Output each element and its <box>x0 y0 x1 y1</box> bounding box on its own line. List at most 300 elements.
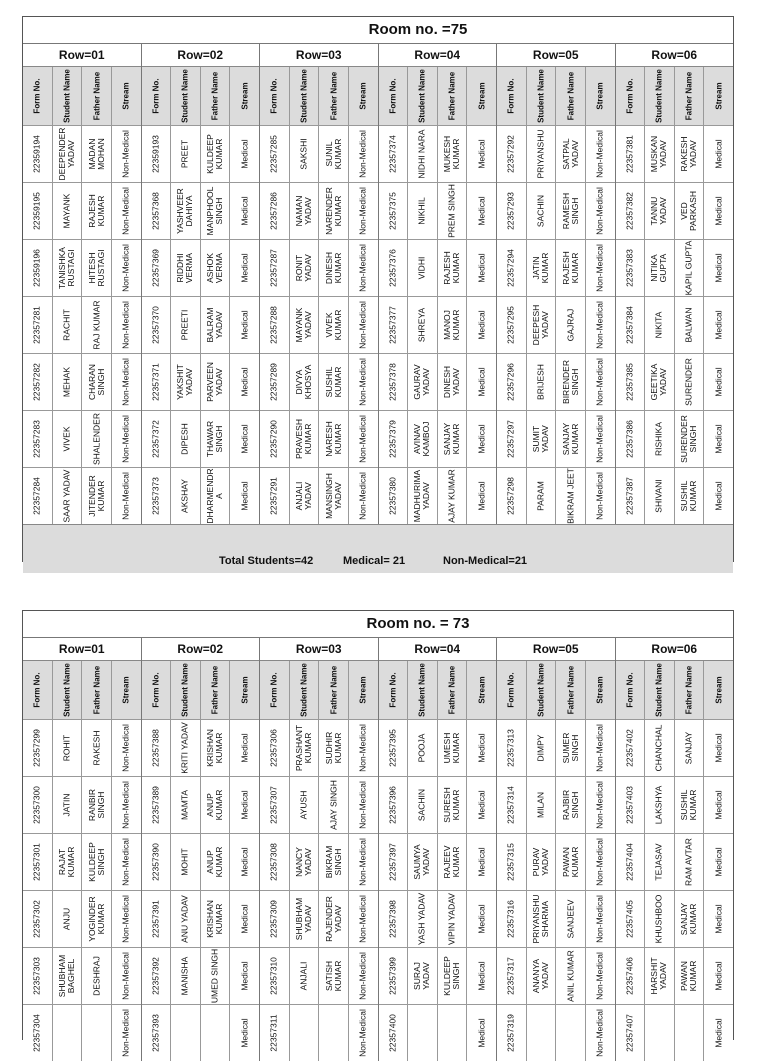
cell-text: THAWAR SINGH <box>205 420 225 458</box>
cell-text: BRIJESH <box>535 364 546 400</box>
cell-text: 22357315 <box>505 843 516 881</box>
cell-text: TANISHKA RUSTAGI <box>56 247 76 289</box>
cell-text: Medical <box>713 367 724 397</box>
table-cell <box>586 354 615 411</box>
column-header <box>171 67 200 126</box>
column-header-text: Student Name <box>180 69 190 123</box>
table-cell <box>497 777 526 834</box>
cell-text: JATIN <box>61 793 72 817</box>
table-cell <box>82 468 111 524</box>
table-cell <box>319 183 348 240</box>
cell-text: ANUP KUMAR <box>205 846 225 878</box>
table-cell <box>260 297 289 354</box>
cell-text: PRIYANSHU SHARMA <box>530 894 550 944</box>
cell-text: Medical <box>713 481 724 511</box>
cell-text: Non-Medical <box>357 1009 368 1057</box>
cell-text: SACHIN <box>416 788 427 822</box>
table-cell <box>171 126 200 183</box>
table-cell <box>290 834 319 891</box>
cell-text: 22357286 <box>268 192 279 230</box>
row-block <box>23 638 142 1061</box>
cell-text: Medical <box>476 139 487 169</box>
row-block-label: Row=03 <box>260 638 378 661</box>
table-cell <box>171 891 200 948</box>
table-cell <box>408 183 437 240</box>
table-cell <box>23 720 52 777</box>
cell-text: GAJRAJ <box>565 308 576 342</box>
cell-text: ANIL KUMAR <box>565 950 576 1002</box>
cell-text: 22357282 <box>31 363 42 401</box>
table-cell <box>142 354 171 411</box>
table-cell <box>675 126 704 183</box>
cell-text: 22357373 <box>150 477 161 515</box>
table-cell <box>438 240 467 297</box>
column-header-text: Stream <box>121 82 131 110</box>
cell-text: 22357293 <box>505 192 516 230</box>
table-cell <box>586 948 615 1005</box>
table-cell <box>260 411 289 468</box>
cell-text: MANSINGH YADAV <box>323 473 343 519</box>
column <box>82 67 112 524</box>
table-cell <box>645 183 674 240</box>
column-header-text: Student Name <box>417 69 427 123</box>
table-cell <box>645 777 674 834</box>
column <box>408 661 438 1061</box>
table-cell <box>645 468 674 524</box>
row-block-label: Row=01 <box>23 638 141 661</box>
cell-text: JATIN KUMAR <box>530 252 550 284</box>
cell-text: 22357369 <box>150 249 161 287</box>
cell-text: RAJ KUMAR <box>91 300 102 350</box>
cell-text: Non-Medical <box>594 187 605 235</box>
table-cell <box>23 468 52 524</box>
column-header <box>497 661 526 720</box>
table-cell <box>171 720 200 777</box>
column <box>379 67 409 524</box>
cell-text: Medical <box>713 961 724 991</box>
table-cell <box>408 948 437 1005</box>
table-cell <box>556 183 585 240</box>
table-cell <box>675 891 704 948</box>
table-cell <box>260 240 289 297</box>
table-cell <box>290 183 319 240</box>
cell-text: Non-Medical <box>120 781 131 829</box>
table-cell <box>556 948 585 1005</box>
table-cell <box>379 411 408 468</box>
cell-text: MAMTA <box>179 789 190 821</box>
table-cell <box>201 468 230 524</box>
table-cell <box>586 183 615 240</box>
table-cell <box>349 834 378 891</box>
table-cell <box>319 948 348 1005</box>
table-cell <box>171 777 200 834</box>
table-cell <box>438 126 467 183</box>
table-cell <box>171 240 200 297</box>
table-cell <box>290 468 319 524</box>
cell-text: Medical <box>476 424 487 454</box>
column-header-text: Father Name <box>447 665 457 715</box>
cell-text: KAPIL GUPTA <box>683 240 694 296</box>
table-cell <box>527 468 556 524</box>
cell-text: RAKESH <box>91 730 102 766</box>
cell-text: Non-Medical <box>120 301 131 349</box>
cell-text: 22357406 <box>624 957 635 995</box>
cell-text: Medical <box>476 904 487 934</box>
cell-text: 22357317 <box>505 957 516 995</box>
cell-text: PREETI <box>179 309 190 341</box>
cell-text: YOGINDER KUMAR <box>86 896 106 942</box>
table-cell <box>201 777 230 834</box>
table-cell <box>467 240 496 297</box>
row-block-label: Row=02 <box>142 638 260 661</box>
cell-text: SURENDER SINGH <box>679 415 699 463</box>
column <box>467 67 496 524</box>
row-block <box>616 44 734 524</box>
column-header <box>112 67 141 126</box>
cell-text: 22357388 <box>150 729 161 767</box>
column-header-text: Stream <box>595 82 605 110</box>
table-cell <box>290 126 319 183</box>
cell-text: RONIT YADAV <box>293 254 313 282</box>
row-block-label: Row=05 <box>497 44 615 67</box>
table-cell <box>467 126 496 183</box>
column-header-text: Student Name <box>62 69 72 123</box>
table-cell <box>704 834 733 891</box>
table-cell <box>704 1005 733 1061</box>
table-cell <box>497 1005 526 1061</box>
cell-text: SUDHIR KUMAR <box>323 731 343 765</box>
table-cell <box>497 183 526 240</box>
cell-text: NIKHIL <box>416 197 427 225</box>
table-cell <box>349 468 378 524</box>
table-cell <box>201 891 230 948</box>
column-header-text: Stream <box>358 676 368 704</box>
cell-text: MADAN MOHAN <box>86 138 106 170</box>
nonmedical-count: Non-Medical=21 <box>443 555 528 567</box>
column <box>467 661 496 1061</box>
table-cell <box>675 354 704 411</box>
column-header <box>438 67 467 126</box>
cell-text: 22357309 <box>268 900 279 938</box>
cell-text: Non-Medical <box>120 1009 131 1057</box>
cell-text: MILAN <box>535 792 546 818</box>
table-cell <box>23 126 52 183</box>
column <box>290 661 320 1061</box>
table-cell <box>171 468 200 524</box>
column-header-text: Form No. <box>625 78 635 114</box>
table-cell <box>438 948 467 1005</box>
cell-text: Medical <box>239 253 250 283</box>
table-cell <box>201 1005 230 1061</box>
column-header <box>201 661 230 720</box>
table-cell <box>349 1005 378 1061</box>
table-cell <box>349 891 378 948</box>
table-cell <box>704 411 733 468</box>
table-cell <box>586 240 615 297</box>
column <box>616 67 646 524</box>
cell-text: DIVYA KHOSYA <box>293 364 313 400</box>
table-cell <box>230 240 259 297</box>
cell-text: Non-Medical <box>357 130 368 178</box>
cell-text: ANANYA YADAV <box>530 958 550 994</box>
cell-text: RAJAT KUMAR <box>56 846 76 878</box>
column-header <box>438 661 467 720</box>
table-cell <box>379 297 408 354</box>
cell-text: DIPESH <box>179 423 190 455</box>
column <box>586 67 615 524</box>
column-header-text: Form No. <box>269 78 279 114</box>
cell-text: PRASHANT KUMAR <box>293 724 313 772</box>
table-cell <box>616 183 645 240</box>
cell-text: Medical <box>239 733 250 763</box>
table-cell <box>675 297 704 354</box>
cell-text: SATISH KUMAR <box>323 960 343 992</box>
table-cell <box>556 777 585 834</box>
column <box>349 67 378 524</box>
table-cell <box>527 834 556 891</box>
cell-text: Medical <box>476 481 487 511</box>
cell-text: Medical <box>239 961 250 991</box>
table-cell <box>82 1005 111 1061</box>
table-cell <box>556 468 585 524</box>
table-cell <box>142 240 171 297</box>
cell-text: BIKRAM SINGH <box>323 845 343 879</box>
table-cell <box>319 1005 348 1061</box>
cell-text: ANJU <box>61 907 72 931</box>
table-cell <box>142 720 171 777</box>
column <box>230 67 259 524</box>
table-cell <box>112 411 141 468</box>
cell-text: Medical <box>476 310 487 340</box>
table-cell <box>586 720 615 777</box>
table-cell <box>171 183 200 240</box>
column-header <box>230 661 259 720</box>
table-cell <box>23 948 52 1005</box>
column <box>497 661 527 1061</box>
column-header <box>704 67 733 126</box>
table-cell <box>616 411 645 468</box>
column-header-text: Stream <box>477 676 487 704</box>
cell-text: RIDDHI VERMA <box>175 252 195 284</box>
cell-text: Medical <box>239 196 250 226</box>
column-header <box>290 661 319 720</box>
row-block <box>260 638 379 1061</box>
cell-text: DIMPY <box>535 734 546 762</box>
cell-text: 22357301 <box>31 843 42 881</box>
table-cell <box>171 411 200 468</box>
cell-text: 22357290 <box>268 420 279 458</box>
column <box>53 67 83 524</box>
cell-text: 22357303 <box>31 957 42 995</box>
table-cell <box>201 297 230 354</box>
table-cell <box>527 948 556 1005</box>
table-cell <box>675 1005 704 1061</box>
column-header-text: Stream <box>240 676 250 704</box>
cell-text: Medical <box>239 847 250 877</box>
cell-text: Non-Medical <box>594 358 605 406</box>
table-cell <box>556 834 585 891</box>
column <box>527 661 557 1061</box>
column-header-text: Father Name <box>566 665 576 715</box>
table-cell <box>616 777 645 834</box>
cell-text: RAJESH KUMAR <box>86 194 106 228</box>
table-cell <box>467 297 496 354</box>
total-students: Total Students=42 <box>219 555 314 567</box>
table-cell <box>467 411 496 468</box>
table-cell <box>319 468 348 524</box>
cell-text: 22357371 <box>150 363 161 401</box>
table-cell <box>82 297 111 354</box>
table-cell <box>497 891 526 948</box>
table-cell <box>586 777 615 834</box>
column <box>556 67 586 524</box>
table-cell <box>230 354 259 411</box>
cell-text: VIVEK <box>61 426 72 452</box>
column-header-text: Stream <box>358 82 368 110</box>
column-header <box>467 67 496 126</box>
table-cell <box>616 126 645 183</box>
column-header-text: Form No. <box>151 78 161 114</box>
cell-text: 22357368 <box>150 192 161 230</box>
table-cell <box>319 891 348 948</box>
cell-text: NIDHI NARA <box>416 129 427 179</box>
cell-text: PREET <box>179 139 190 169</box>
table-cell <box>586 468 615 524</box>
column-header <box>319 661 348 720</box>
column <box>408 67 438 524</box>
table-cell <box>438 1005 467 1061</box>
cell-text: Medical <box>713 253 724 283</box>
column <box>497 67 527 524</box>
cell-text: NARENDER KUMAR <box>323 187 343 235</box>
table-cell <box>675 777 704 834</box>
table-cell <box>704 777 733 834</box>
cell-text: Medical <box>476 367 487 397</box>
cell-text: SHIVANI <box>653 479 664 513</box>
column <box>230 661 259 1061</box>
column-header-text: Stream <box>477 82 487 110</box>
row-block-label: Row=01 <box>23 44 141 67</box>
cell-text: RAM AVTAR <box>683 838 694 886</box>
column-header-text: Father Name <box>329 71 339 121</box>
cell-text: 22357288 <box>268 306 279 344</box>
column-header-text: Student Name <box>299 663 309 717</box>
cell-text: 22357396 <box>387 786 398 824</box>
cell-text: KULDEEP KUMAR <box>205 134 225 174</box>
cell-text: 22357384 <box>624 306 635 344</box>
cell-text: RACHIT <box>61 309 72 341</box>
table-cell <box>704 126 733 183</box>
table-cell <box>379 126 408 183</box>
cell-text: Non-Medical <box>357 415 368 463</box>
table-cell <box>230 1005 259 1061</box>
cell-text: Medical <box>476 733 487 763</box>
cell-text: KRISHAN KUMAR <box>205 900 225 938</box>
table-cell <box>112 720 141 777</box>
cell-text: Medical <box>239 139 250 169</box>
cell-text: SAUMYA YADAV <box>412 844 432 880</box>
column <box>260 67 290 524</box>
cell-text: Non-Medical <box>594 838 605 886</box>
table-cell <box>171 834 200 891</box>
table-cell <box>260 948 289 1005</box>
table-cell <box>171 354 200 411</box>
table-cell <box>53 948 82 1005</box>
table-cell <box>53 411 82 468</box>
table-cell <box>645 354 674 411</box>
table-cell <box>645 1005 674 1061</box>
column-header <box>586 661 615 720</box>
table-cell <box>675 468 704 524</box>
cell-text: 22357319 <box>505 1014 516 1052</box>
cell-text: CHARAN SINGH <box>86 364 106 400</box>
column <box>53 661 83 1061</box>
cell-text: DEEPENDER YADAV <box>56 127 76 181</box>
cell-text: Non-Medical <box>120 472 131 520</box>
column-header <box>616 67 645 126</box>
table-cell <box>586 297 615 354</box>
cell-text: 22357314 <box>505 786 516 824</box>
cell-text: Non-Medical <box>357 952 368 1000</box>
table-cell <box>112 240 141 297</box>
cell-text: Medical <box>713 904 724 934</box>
cell-text: RAJENDER YADAV <box>323 896 343 942</box>
cell-text: VIVEK KUMAR <box>323 309 343 341</box>
table-cell <box>290 777 319 834</box>
table-cell <box>379 354 408 411</box>
table-cell <box>527 240 556 297</box>
table-cell <box>230 777 259 834</box>
column-header-text: Father Name <box>92 71 102 121</box>
table-cell <box>112 183 141 240</box>
table-cell <box>527 126 556 183</box>
cell-text: 22357403 <box>624 786 635 824</box>
table-cell <box>438 297 467 354</box>
column-header <box>704 661 733 720</box>
column <box>616 661 646 1061</box>
table-cell <box>556 720 585 777</box>
table-cell <box>408 834 437 891</box>
table-cell <box>82 183 111 240</box>
table-cell <box>586 1005 615 1061</box>
cell-text: Medical <box>713 1018 724 1048</box>
column-header <box>82 67 111 126</box>
cell-text: ROHIT <box>61 734 72 762</box>
column-header <box>53 661 82 720</box>
table-cell <box>23 777 52 834</box>
row-block <box>379 638 498 1061</box>
cell-text: Medical <box>239 310 250 340</box>
table-cell <box>142 948 171 1005</box>
cell-text: RAJESH KUMAR <box>442 251 462 285</box>
cell-text: AJAY SINGH <box>328 780 339 830</box>
cell-text: VED PARKASH <box>679 191 699 231</box>
column-header <box>645 661 674 720</box>
cell-text: NANCY YADAV <box>293 847 313 877</box>
cell-text: DEEPESH YADAV <box>530 304 550 346</box>
table-cell <box>53 891 82 948</box>
table-cell <box>23 834 52 891</box>
cell-text: DESHRAJ <box>91 956 102 996</box>
cell-text: 22357308 <box>268 843 279 881</box>
cell-text: SATPAL YADAV <box>560 138 580 170</box>
column-header <box>319 67 348 126</box>
column-header <box>408 661 437 720</box>
table-cell <box>467 720 496 777</box>
column-header-text: Student Name <box>536 69 546 123</box>
cell-text: ANU YADAV <box>179 895 190 943</box>
table-cell <box>349 948 378 1005</box>
